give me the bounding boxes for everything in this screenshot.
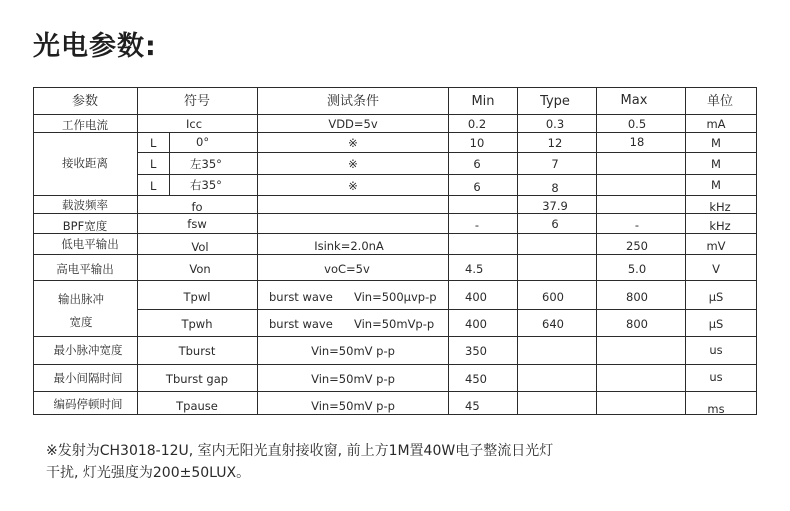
min-value: 6 bbox=[473, 180, 481, 194]
footnote bbox=[46, 440, 746, 484]
symbol: Vol bbox=[191, 240, 209, 254]
angle: 右35° bbox=[190, 178, 222, 192]
type-value: 0.3 bbox=[545, 117, 565, 131]
l-marker: L bbox=[150, 179, 157, 193]
header-type: Type bbox=[540, 94, 570, 109]
param-label-distance: 接收距离 bbox=[62, 156, 108, 170]
param-label: BPF宽度 bbox=[62, 219, 108, 233]
condition: Vin=50mV p-p bbox=[311, 372, 395, 386]
l-marker: L bbox=[150, 136, 157, 150]
header-unit: 单位 bbox=[706, 94, 734, 109]
min-value: 4.5 bbox=[465, 262, 484, 276]
symbol: Icc bbox=[185, 117, 203, 131]
unit: μS bbox=[708, 317, 724, 331]
type-value: 6 bbox=[551, 217, 559, 231]
param-label: 最小脉冲宽度 bbox=[53, 343, 123, 357]
symbol: Tburst gap bbox=[165, 372, 229, 386]
min-value: - bbox=[474, 218, 480, 232]
min-value: 400 bbox=[465, 317, 487, 331]
min-value: 45 bbox=[465, 399, 480, 413]
symbol: Tburst bbox=[178, 344, 216, 358]
symbol: fo bbox=[191, 200, 203, 214]
max-value: 0.5 bbox=[627, 117, 647, 131]
param-label: 低电平输出 bbox=[61, 237, 119, 251]
unit: mV bbox=[706, 239, 726, 253]
param-label-pulse-line1: 输出脉冲 bbox=[58, 292, 104, 306]
type-value: 12 bbox=[547, 136, 563, 150]
angle: 0° bbox=[196, 135, 210, 149]
type-value: 640 bbox=[542, 317, 564, 331]
unit: mA bbox=[706, 117, 726, 131]
min-value: 450 bbox=[465, 372, 487, 386]
condition-vin: Vin=50mVp-p bbox=[354, 317, 435, 331]
unit: M bbox=[711, 178, 721, 192]
header-condition: 测试条件 bbox=[326, 94, 380, 109]
condition-vin: Vin=500μvp-p bbox=[354, 290, 437, 304]
condition-wave: burst wave bbox=[269, 290, 333, 304]
unit: kHz bbox=[709, 200, 731, 214]
max-value: 800 bbox=[626, 317, 648, 331]
page-title: 光电参数: bbox=[33, 31, 157, 62]
symbol: Von bbox=[189, 262, 211, 276]
max-value: 250 bbox=[626, 239, 648, 253]
min-value: 350 bbox=[465, 344, 487, 358]
unit: M bbox=[711, 136, 721, 150]
angle: 左35° bbox=[190, 157, 222, 171]
header-param: 参数 bbox=[71, 94, 99, 109]
min-value: 400 bbox=[465, 290, 487, 304]
param-label: 工作电流 bbox=[62, 118, 108, 132]
unit: us bbox=[709, 370, 723, 384]
condition: voC=5v bbox=[324, 262, 370, 276]
type-value: 7 bbox=[551, 157, 559, 171]
condition: ※ bbox=[348, 157, 358, 171]
symbol: Tpwh bbox=[181, 317, 213, 331]
header-max: Max bbox=[620, 93, 648, 108]
symbol: fsw bbox=[187, 217, 207, 231]
type-value: 600 bbox=[542, 290, 564, 304]
param-label: 载波频率 bbox=[62, 198, 108, 212]
footnote-line-2: 干扰, 灯光强度为200±50LUX。 bbox=[46, 465, 251, 481]
unit: M bbox=[711, 157, 721, 171]
min-value: 10 bbox=[469, 136, 485, 150]
param-label: 最小间隔时间 bbox=[53, 371, 123, 385]
max-value: 18 bbox=[629, 135, 645, 149]
unit: V bbox=[712, 262, 720, 276]
header-symbol: 符号 bbox=[183, 94, 211, 109]
unit: μS bbox=[708, 290, 724, 304]
unit: kHz bbox=[709, 219, 731, 233]
param-label: 高电平输出 bbox=[56, 262, 114, 276]
min-value: 6 bbox=[473, 157, 481, 171]
type-value: 8 bbox=[551, 181, 559, 195]
l-marker: L bbox=[150, 157, 157, 171]
type-value: 37.9 bbox=[542, 199, 568, 213]
symbol: Tpause bbox=[176, 399, 218, 413]
condition: VDD=5v bbox=[328, 117, 378, 131]
condition-wave: burst wave bbox=[269, 317, 333, 331]
parameter-table bbox=[33, 87, 757, 415]
condition: Isink=2.0nA bbox=[314, 239, 384, 253]
max-value: - bbox=[634, 218, 640, 232]
symbol: Tpwl bbox=[183, 290, 211, 304]
max-value: 5.0 bbox=[627, 262, 647, 276]
condition: ※ bbox=[348, 136, 358, 150]
header-min: Min bbox=[471, 94, 495, 109]
min-value: 0.2 bbox=[467, 117, 487, 131]
unit: us bbox=[709, 343, 723, 357]
param-label: 编码停顿时间 bbox=[53, 397, 123, 411]
condition: Vin=50mV p-p bbox=[311, 344, 395, 358]
max-value: 800 bbox=[626, 290, 648, 304]
footnote-line-1: ※发射为CH3018-12U, 室内无阳光直射接收窗, 前上方1M置40W电子整流日光灯 bbox=[46, 443, 554, 459]
unit: ms bbox=[707, 402, 725, 416]
condition: Vin=50mV p-p bbox=[311, 399, 395, 413]
table-grid bbox=[33, 87, 757, 415]
condition: ※ bbox=[348, 179, 358, 193]
param-label-pulse-line2: 宽度 bbox=[69, 315, 93, 329]
